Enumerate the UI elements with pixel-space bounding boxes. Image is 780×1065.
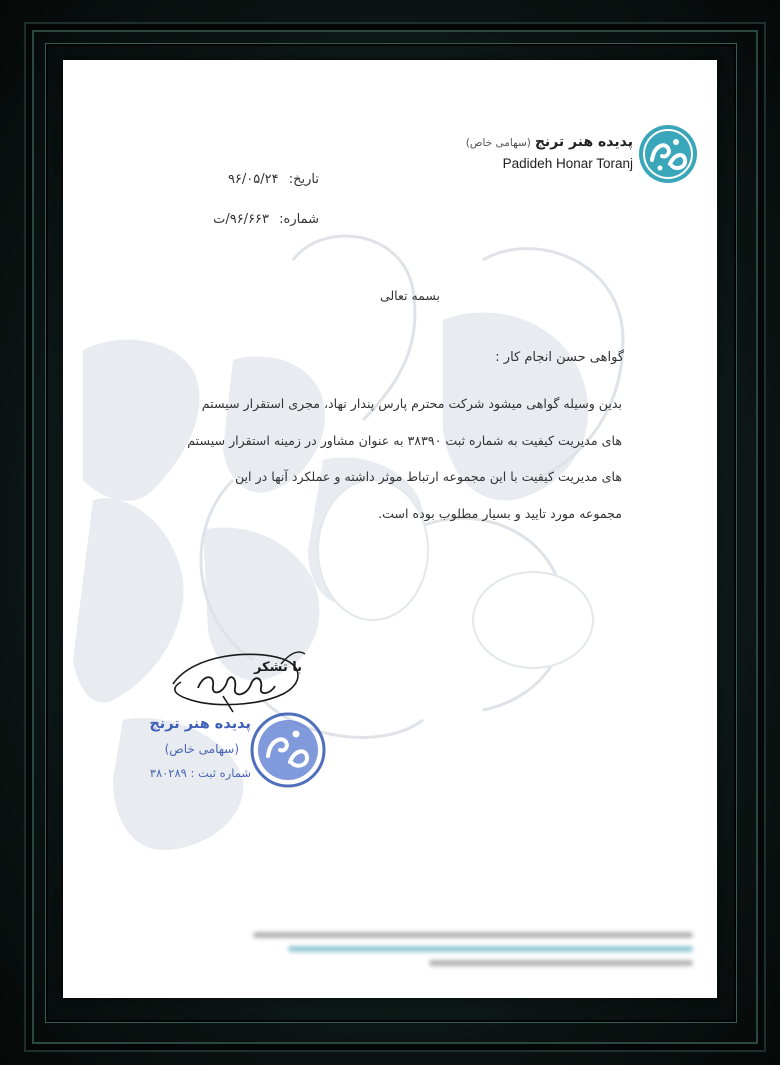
body-line: بدین وسیله گواهی میشود شرکت محترم پارس پندار نهاد، مجری استقرار سیستم — [201, 396, 622, 411]
signature-icon — [163, 644, 313, 714]
letter-number — [213, 212, 319, 227]
company-name-en: Padideh Honar Toranj — [502, 156, 633, 171]
basmala: بسمه تعالی — [379, 288, 441, 303]
stamp-company-name: پدیده هنر ترنج — [149, 716, 251, 732]
footer-line — [288, 946, 693, 952]
letter-subject: گواهی حسن انجام کار : — [495, 350, 624, 365]
letter-date — [228, 172, 319, 187]
body-line: های مدیریت کیفیت به شماره ثبت ۳۸۳۹۰ به عنوان مشاور در زمینه استقرار سیستم — [187, 432, 622, 448]
number-label: شماره: — [279, 212, 319, 227]
company-type-fa: (سهامی خاص) — [465, 137, 531, 149]
body-line: های مدیریت کیفیت با این مجموعه ارتباط موثر داشته و عملکرد آنها در این — [234, 469, 622, 484]
footer-address-blurred — [253, 932, 693, 978]
footer-line — [429, 960, 693, 966]
company-name-fa — [466, 134, 633, 150]
company-title-fa: پدیده هنر ترنج — [534, 134, 633, 150]
stamp-company-type: (سهامی خاص) — [164, 742, 239, 756]
letter-paper — [63, 60, 717, 998]
company-stamp-icon — [248, 710, 328, 790]
stamp-registration-number: شماره ثبت : ۳۸۰۲۸۹ — [149, 766, 251, 780]
body-line: مجموعه مورد تایید و بسیار مطلوب بوده است. — [378, 505, 622, 521]
footer-line — [253, 932, 693, 938]
date-value: ۹۶/۰۵/۲۴ — [227, 172, 279, 187]
closing-thanks: با تشکر — [253, 660, 302, 675]
date-label: تاریخ: — [288, 172, 319, 187]
number-value: ۹۶/۶۶۳/ت — [213, 212, 270, 227]
letter-body — [152, 386, 622, 532]
toranj-logo-icon — [638, 124, 698, 184]
